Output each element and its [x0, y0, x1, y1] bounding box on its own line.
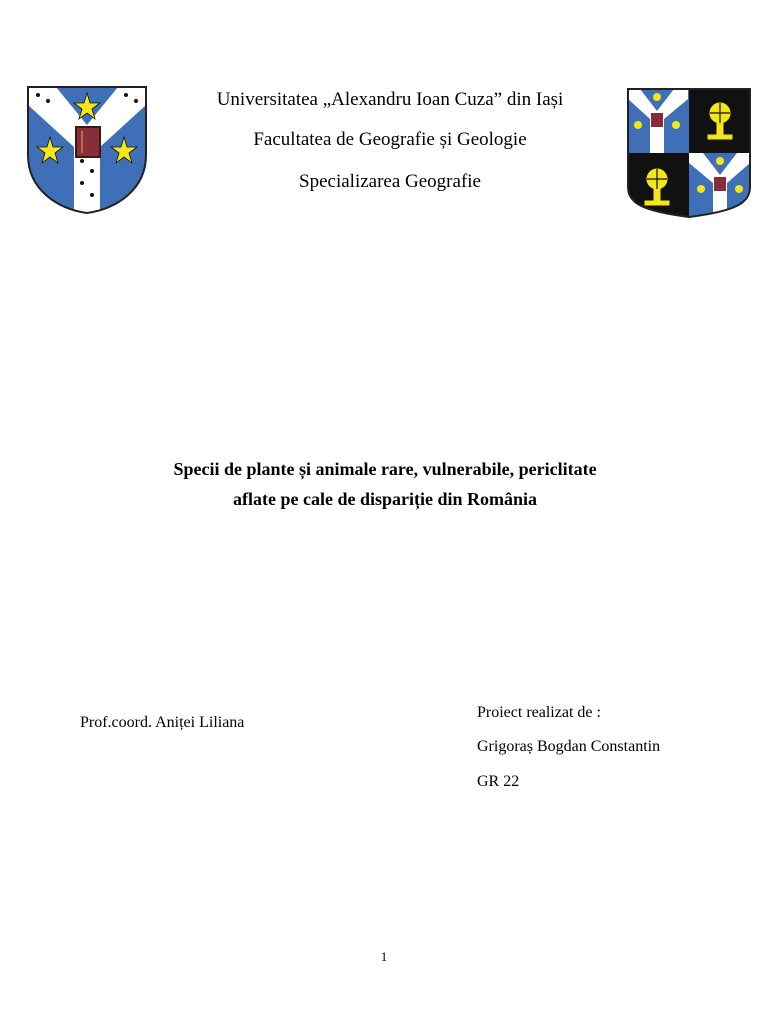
faculty-name: Facultatea de Geografie și Geologie: [253, 129, 527, 150]
author-group: GR 22: [477, 773, 520, 790]
university-crest-left: [26, 85, 148, 215]
document-title-line-1: Specii de plante și animale rare, vulnerabile, periclitate: [173, 459, 597, 479]
author-label: Proiect realizat de :: [477, 704, 601, 721]
author-name: Grigoraș Bogdan Constantin: [477, 738, 661, 755]
document-title-line-2: aflate pe cale de dispariție din România: [233, 489, 537, 509]
page-number: 1: [380, 949, 388, 964]
quartered-shield-icon: [626, 87, 752, 219]
shield-icon: [26, 85, 148, 215]
specialization-name: Specializarea Geografie: [299, 171, 481, 192]
coordinator: Prof.coord. Aniței Liliana: [80, 714, 245, 731]
faculty-crest-right: [626, 87, 752, 219]
university-name: Universitatea „Alexandru Ioan Cuza” din Iași: [216, 89, 564, 110]
